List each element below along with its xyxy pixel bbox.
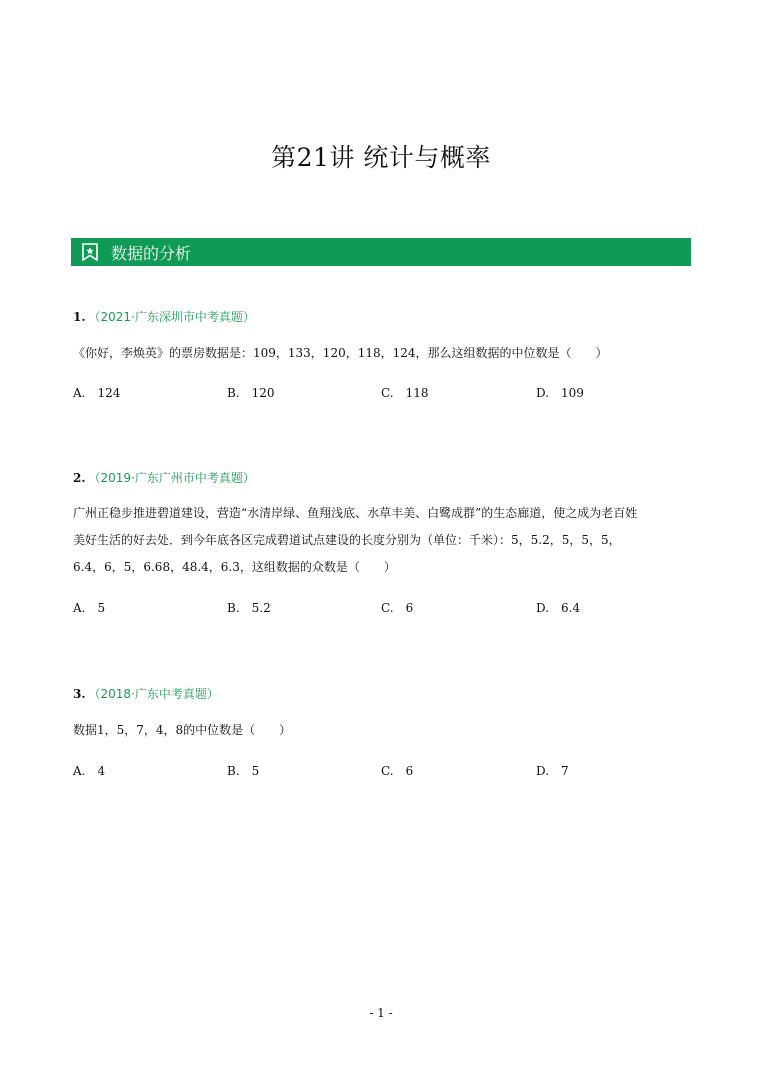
question-number: 1. bbox=[73, 310, 86, 324]
question-2-header bbox=[73, 469, 255, 486]
option-d: D. 6.4 bbox=[536, 601, 581, 615]
question-line: 广州正稳步推进碧道建设，营造“水清岸绿、鱼翔浅底、水草丰美、白鹭成群”的生态廊道，使之成为老百姓 bbox=[73, 506, 638, 520]
page-number: - 1 - bbox=[369, 1006, 393, 1020]
question-3-header bbox=[73, 685, 219, 702]
question-source: （2019·广东广州市中考真题） bbox=[88, 471, 255, 485]
question-2-options bbox=[73, 601, 693, 617]
option-c: C. 6 bbox=[381, 601, 414, 615]
question-line: 6.4，6，5，6.68，48.4，6.3，这组数据的众数是（ ） bbox=[73, 560, 396, 574]
option-c: C. 6 bbox=[381, 764, 414, 778]
section-header bbox=[71, 238, 691, 266]
option-b: B. 5 bbox=[227, 764, 260, 778]
option-d: D. 109 bbox=[536, 386, 584, 400]
question-1-options bbox=[73, 386, 693, 402]
option-b: B. 5.2 bbox=[227, 601, 271, 615]
question-1-header bbox=[73, 308, 255, 325]
section-title: 数据的分析 bbox=[111, 243, 192, 263]
option-c: C. 118 bbox=[381, 386, 429, 400]
question-number: 2. bbox=[73, 471, 86, 485]
question-line: 美好生活的好去处．到今年底各区完成碧道试点建设的长度分别为（单位：千米）：5，5.2，5，5，5， bbox=[73, 533, 621, 547]
question-3-text bbox=[73, 717, 693, 744]
option-a: A. 5 bbox=[73, 601, 106, 615]
question-3-options bbox=[73, 764, 693, 780]
option-a: A. 4 bbox=[73, 764, 106, 778]
page-title: 第21讲 统计与概率 bbox=[271, 143, 491, 172]
question-source: （2018·广东中考真题） bbox=[88, 687, 219, 701]
option-b: B. 120 bbox=[227, 386, 275, 400]
question-source: （2021·广东深圳市中考真题） bbox=[88, 310, 255, 324]
question-line: 《你好，李焕英》的票房数据是：109，133，120，118，124，那么这组数据的中位数是（ ） bbox=[73, 346, 608, 360]
question-2-text bbox=[73, 500, 693, 581]
option-d: D. 7 bbox=[536, 764, 569, 778]
question-number: 3. bbox=[73, 687, 86, 701]
bookmark-star-icon bbox=[81, 243, 99, 261]
option-a: A. 124 bbox=[73, 386, 121, 400]
question-line: 数据1，5，7，4，8的中位数是（ ） bbox=[73, 723, 292, 737]
question-1-text bbox=[73, 340, 693, 367]
